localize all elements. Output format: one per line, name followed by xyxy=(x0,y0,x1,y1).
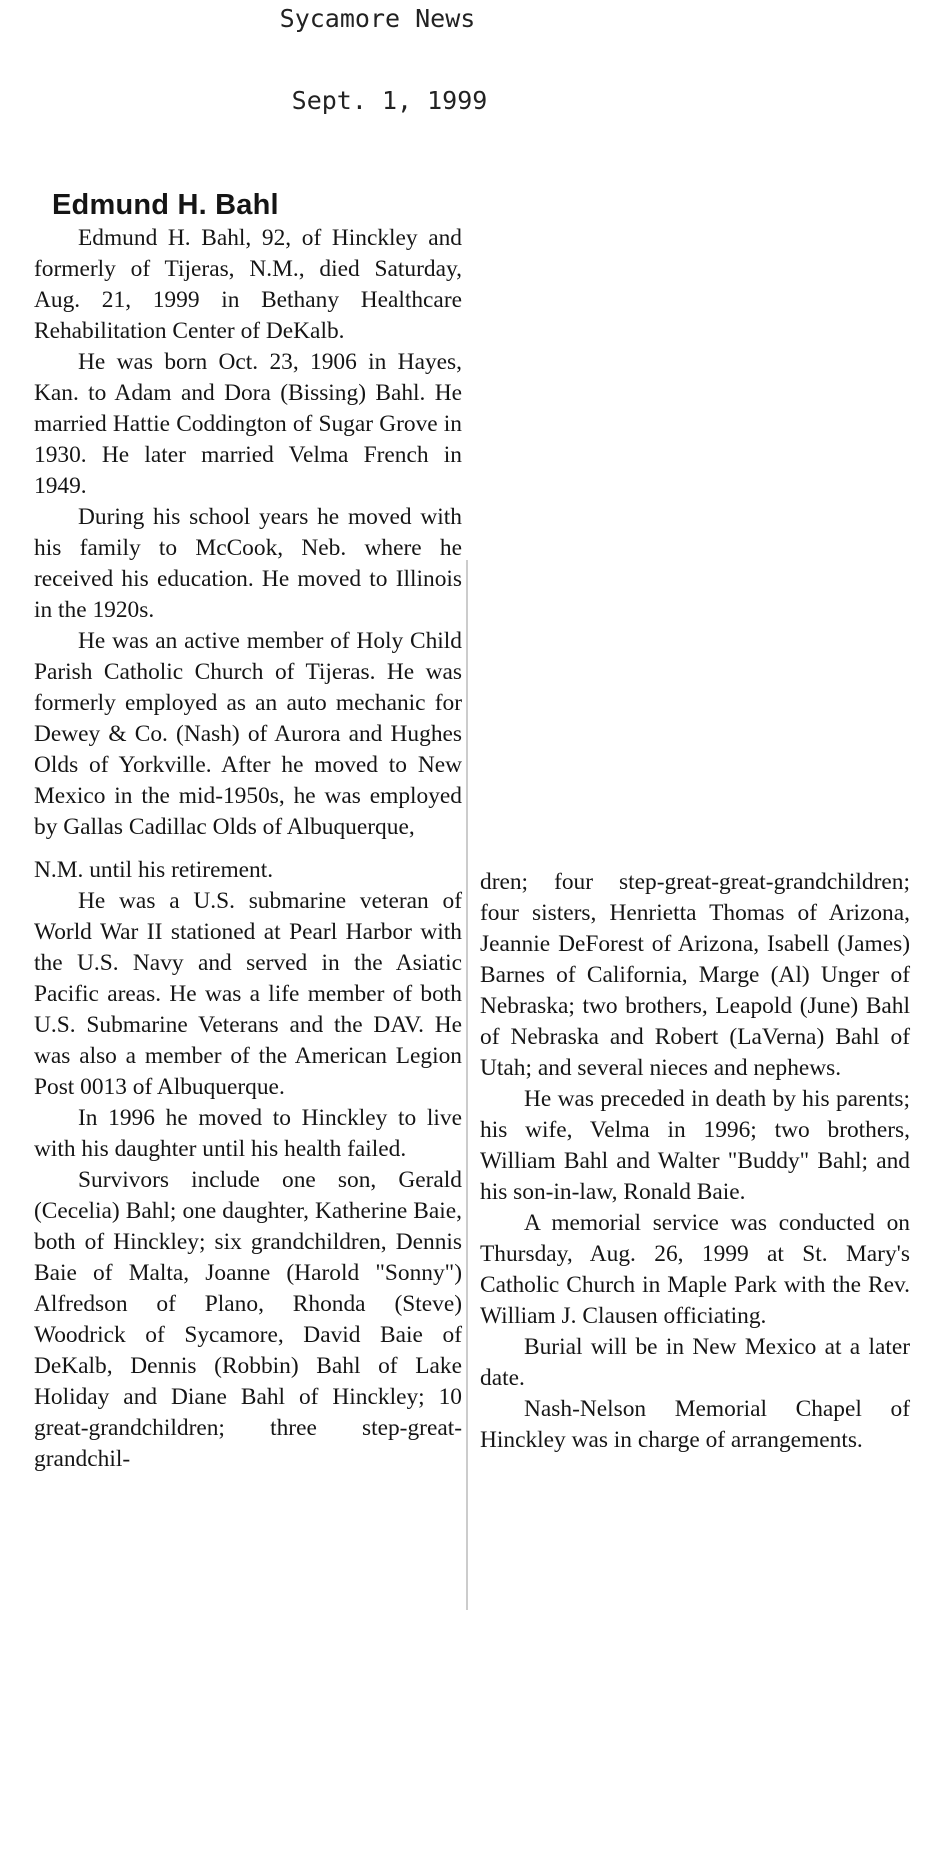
paragraph-burial: Burial will be in New Mexico at a later date. xyxy=(480,1334,910,1391)
paragraph-preceded-in-death: He was preceded in death by his parents; his wife, Velma in 1996; two brothers, William Bahl and Walter "Buddy" Bahl; and his son-in-law, Ronald Baie. xyxy=(480,1086,910,1205)
paragraph-career-continued: N.M. until his retirement. xyxy=(34,857,274,883)
publication-name: Sycamore News xyxy=(279,4,476,33)
paragraph-arrangements: Nash-Nelson Memorial Chapel of Hinckley was in charge of arrangements. xyxy=(480,1396,910,1453)
paragraph-survivors-continued: dren; four step-great-great-grandchildren; four sisters, Henrietta Thomas of Arizona, Jeannie DeForest of Arizona, Isabell (James) Barnes of California, Marge (Al) Unger of Nebraska; two brothers, Leapold (June) Bahl of Nebraska and Robert (LaVerna) Bahl of Utah; and several nieces and nephews. xyxy=(480,869,910,1081)
publication-date: Sept. 1, 1999 xyxy=(291,86,488,115)
paragraph-education: During his school years he moved with his family to McCook, Neb. where he received his education. He moved to Illinois in the 1920s. xyxy=(34,504,462,623)
paragraph-memorial-service: A memorial service was conducted on Thursday, Aug. 26, 1999 at St. Mary's Catholic Church in Maple Park with the Rev. William J. Clausen officiating. xyxy=(480,1210,910,1329)
paragraph-birth-marriage: He was born Oct. 23, 1906 in Hayes, Kan. to Adam and Dora (Bissing) Bahl. He married Hattie Coddington of Sugar Grove in 1930. He later married Velma French in 1949. xyxy=(34,349,462,499)
paragraph-military: He was a U.S. submarine veteran of World War II stationed at Pearl Harbor with the U.S. Navy and served in the Asiatic Pacific areas. He was a life member of both U.S. Submarine Veterans and the DAV. He was also a member of the American Legion Post 0013 of Albuquerque. xyxy=(34,888,462,1100)
paragraph-survivors: Survivors include one son, Gerald (Cecelia) Bahl; one daughter, Katherine Baie, both of Hinckley; six grandchildren, Dennis Baie of Malta, Joanne (Harold "Sonny") Alfredson of Plano, Rhonda (Steve) Woodrick of Sycamore, David Baie of DeKalb, Dennis (Robbin) Bahl of Lake Holiday and Diane Bahl of Hinckley; 10 great-grandchildren; three step-great-grandchil- xyxy=(34,1167,462,1472)
obituary-headline: Edmund H. Bahl xyxy=(52,189,279,221)
paragraph-later-life: In 1996 he moved to Hinckley to live with his daughter until his health failed. xyxy=(34,1105,462,1162)
paragraph-career: He was an active member of Holy Child Parish Catholic Church of Tijeras. He was formerly employed as an auto mechanic for Dewey & Co. (Nash) of Aurora and Hughes Olds of Yorkville. After he moved to New Mexico in the mid-1950s, he was employed by Gallas Cadillac Olds of Albuquerque, xyxy=(34,628,462,840)
paragraph-death-notice: Edmund H. Bahl, 92, of Hinckley and formerly of Tijeras, N.M., died Saturday, Aug. 21, 1999 in Bethany Healthcare Rehabilitation Center of DeKalb. xyxy=(34,225,462,344)
column-divider xyxy=(466,560,468,1610)
article-column-left xyxy=(34,188,462,1475)
article-column-right xyxy=(480,867,910,1456)
